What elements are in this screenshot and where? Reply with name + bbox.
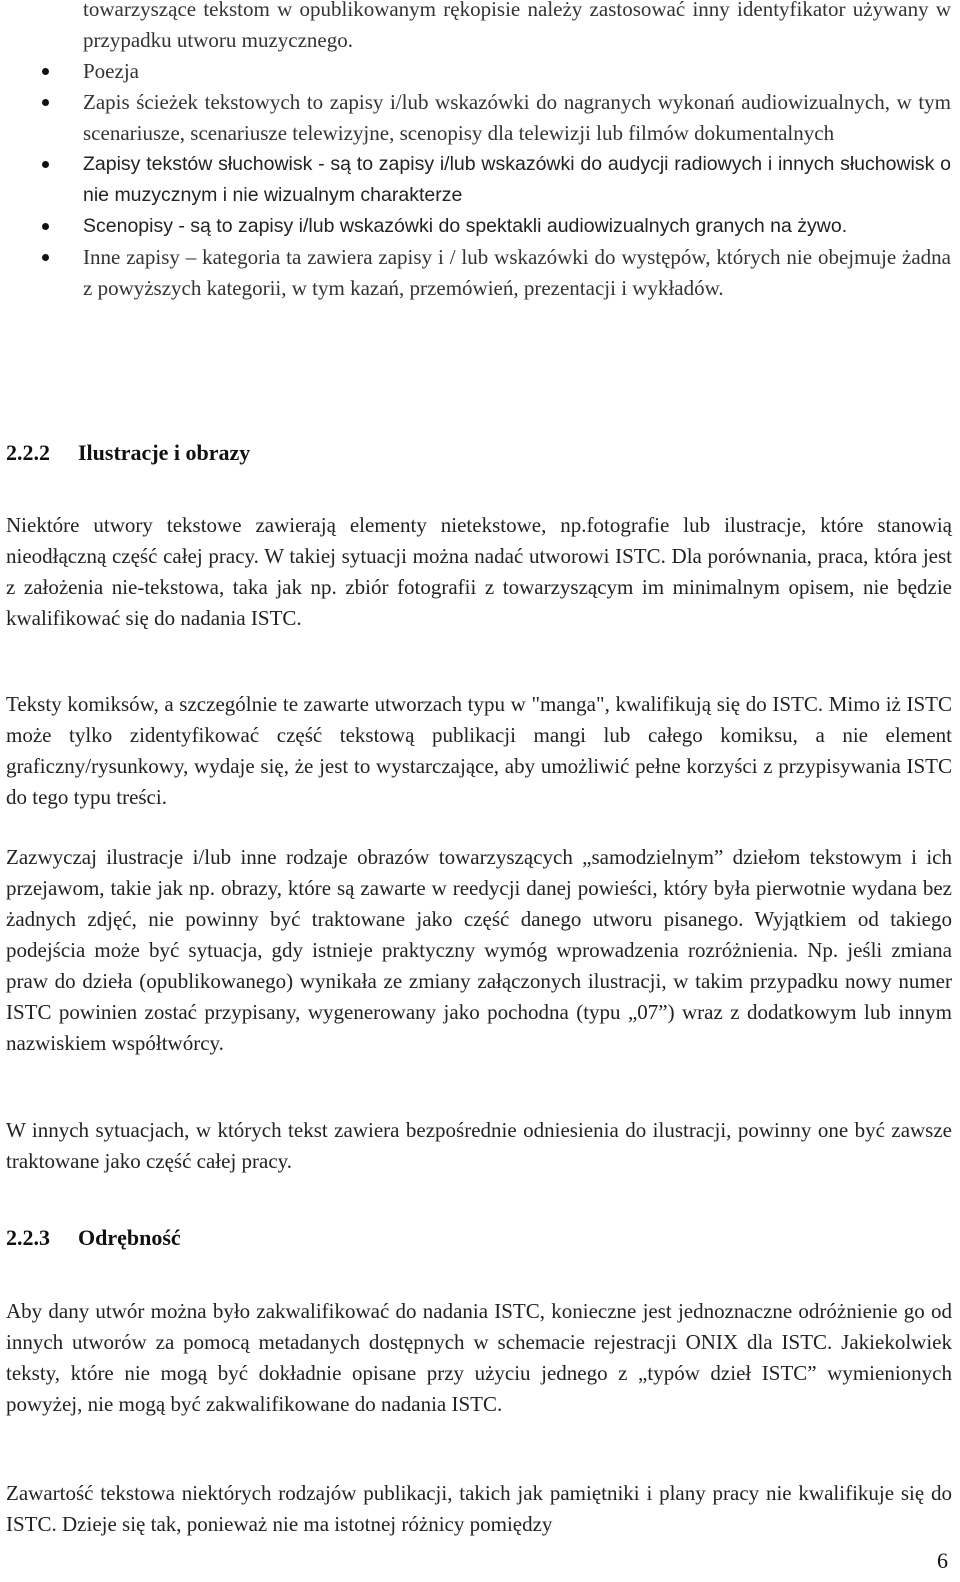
paragraph: Niektóre utwory tekstowe zawierają elementy nietekstowe, np.fotografie lub ilustracje, które stanowią nieodłączną część całej pracy. W takiej sytuacji można nadać utworowi ISTC. Dla porównania, praca, która jest z założenia nie-tekstowa, taka jak np. zbiór fotografii z towarzyszącym im minimalnym opisem, nie będzie kwalifikować się do nadania ISTC. [6,513,952,630]
paragraph: Teksty komiksów, a szczególnie te zawarte utworzach typu w "manga", kwalifikują się do ISTC. Mimo iż ISTC może tylko zidentyfikować część tekstową publikacji mangi lub całego komiksu, a nie element graficzny/rysunkowy, wydaje się, że jest to wystarczające, aby umożliwić pełne korzyści z przypisywania ISTC do tego typu treści. [6,692,952,809]
paragraph: W innych sytuacjach, w których tekst zawiera bezpośrednie odniesienia do ilustracji, powinny one być zawsze traktowane jako część całej pracy. [6,1118,952,1173]
paragraph: Zazwyczaj ilustracje i/lub inne rodzaje obrazów towarzyszących „samodzielnym” dziełom tekstowym i ich przejawom, takie jak np. obrazy, które są zawarte w reedycji danej powieści, który była pierwotnie wydana bez żadnych zdjęć, nie powinny być traktowane jako część danego utworu pisanego. Wyjątkiem od takiego podejścia może być sytuacja, gdy istnieje praktyczny wymóg wprowadzenia rozróżnienia. Np. jeśli zmiana praw do dzieła (opublikowanego) wynikała ze zmiany załączonych ilustracji, w takim przypadku nowy numer ISTC powinien zostać przypisany, wygenerowany jako pochodna (typu „07”) wraz z dodatkowym lub innym nazwiskiem współtwórcy. [6,845,952,1055]
bullet-icon [42,68,49,75]
bullet-icon [42,99,49,106]
list-item-text: Scenopisy - są to zapisy i/lub wskazówki do spektakli audiowizualnych granych na żywo. [83,215,848,237]
list-item [0,149,951,211]
section-number: 2.2.3 [6,1225,50,1250]
list-item [0,56,951,87]
section-heading-2-2-2 [6,440,250,466]
work-type-list [0,56,960,304]
list-item-text: Poezja [83,59,139,83]
section-title: Ilustracje i obrazy [78,440,251,465]
section-heading-2-2-3 [6,1225,181,1251]
bullet-icon [42,223,49,230]
page-number: 6 [937,1548,948,1573]
section-number: 2.2.2 [6,440,50,465]
list-item [0,211,951,242]
bullet-icon [42,254,49,261]
paragraph: Zawartość tekstowa niektórych rodzajów publikacji, takich jak pamiętniki i plany pracy nie kwalifikuje się do ISTC. Dzieje się tak, ponieważ nie ma istotnej różnicy pomiędzy [6,1481,952,1536]
list-item-text: Zapisy tekstów słuchowisk - są to zapisy i/lub wskazówki do audycji radiowych i innych słuchowisk o nie muzycznym i nie wizualnym charakterze [83,153,951,206]
paragraph: Aby dany utwór można było zakwalifikować do nadania ISTC, konieczne jest jednoznaczne odróżnienie go od innych utworów za pomocą metadanych dostępnych w schemacie rejestracji ONIX dla ISTC. Jakiekolwiek teksty, które nie mogą być dokładnie opisane przy użyciu jednego z „typów dzieł ISTC” wymienionych powyżej, nie mogą być zakwalifikowane do nadania ISTC. [6,1299,952,1416]
bullet-icon [42,161,49,168]
section-title: Odrębność [78,1225,181,1250]
list-item [0,87,951,149]
list-item-text: Inne zapisy – kategoria ta zawiera zapisy i / lub wskazówki do występów, których nie obejmuje żadna z powyższych kategorii, w tym kazań, przemówień, prezentacji i wykładów. [83,245,951,300]
list-item [0,242,951,304]
list-item-text: Zapis ścieżek tekstowych to zapisy i/lub wskazówki do nagranych wykonań audiowizualnych, w tym scenariusze, scenariusze telewizyjne, scenopisy dla telewizji lub filmów dokumentalnych [83,90,951,145]
top-continuation-text: towarzyszące tekstom w opublikowanym rękopisie należy zastosować inny identyfikator używany w przypadku utworu muzycznego. [83,0,951,52]
